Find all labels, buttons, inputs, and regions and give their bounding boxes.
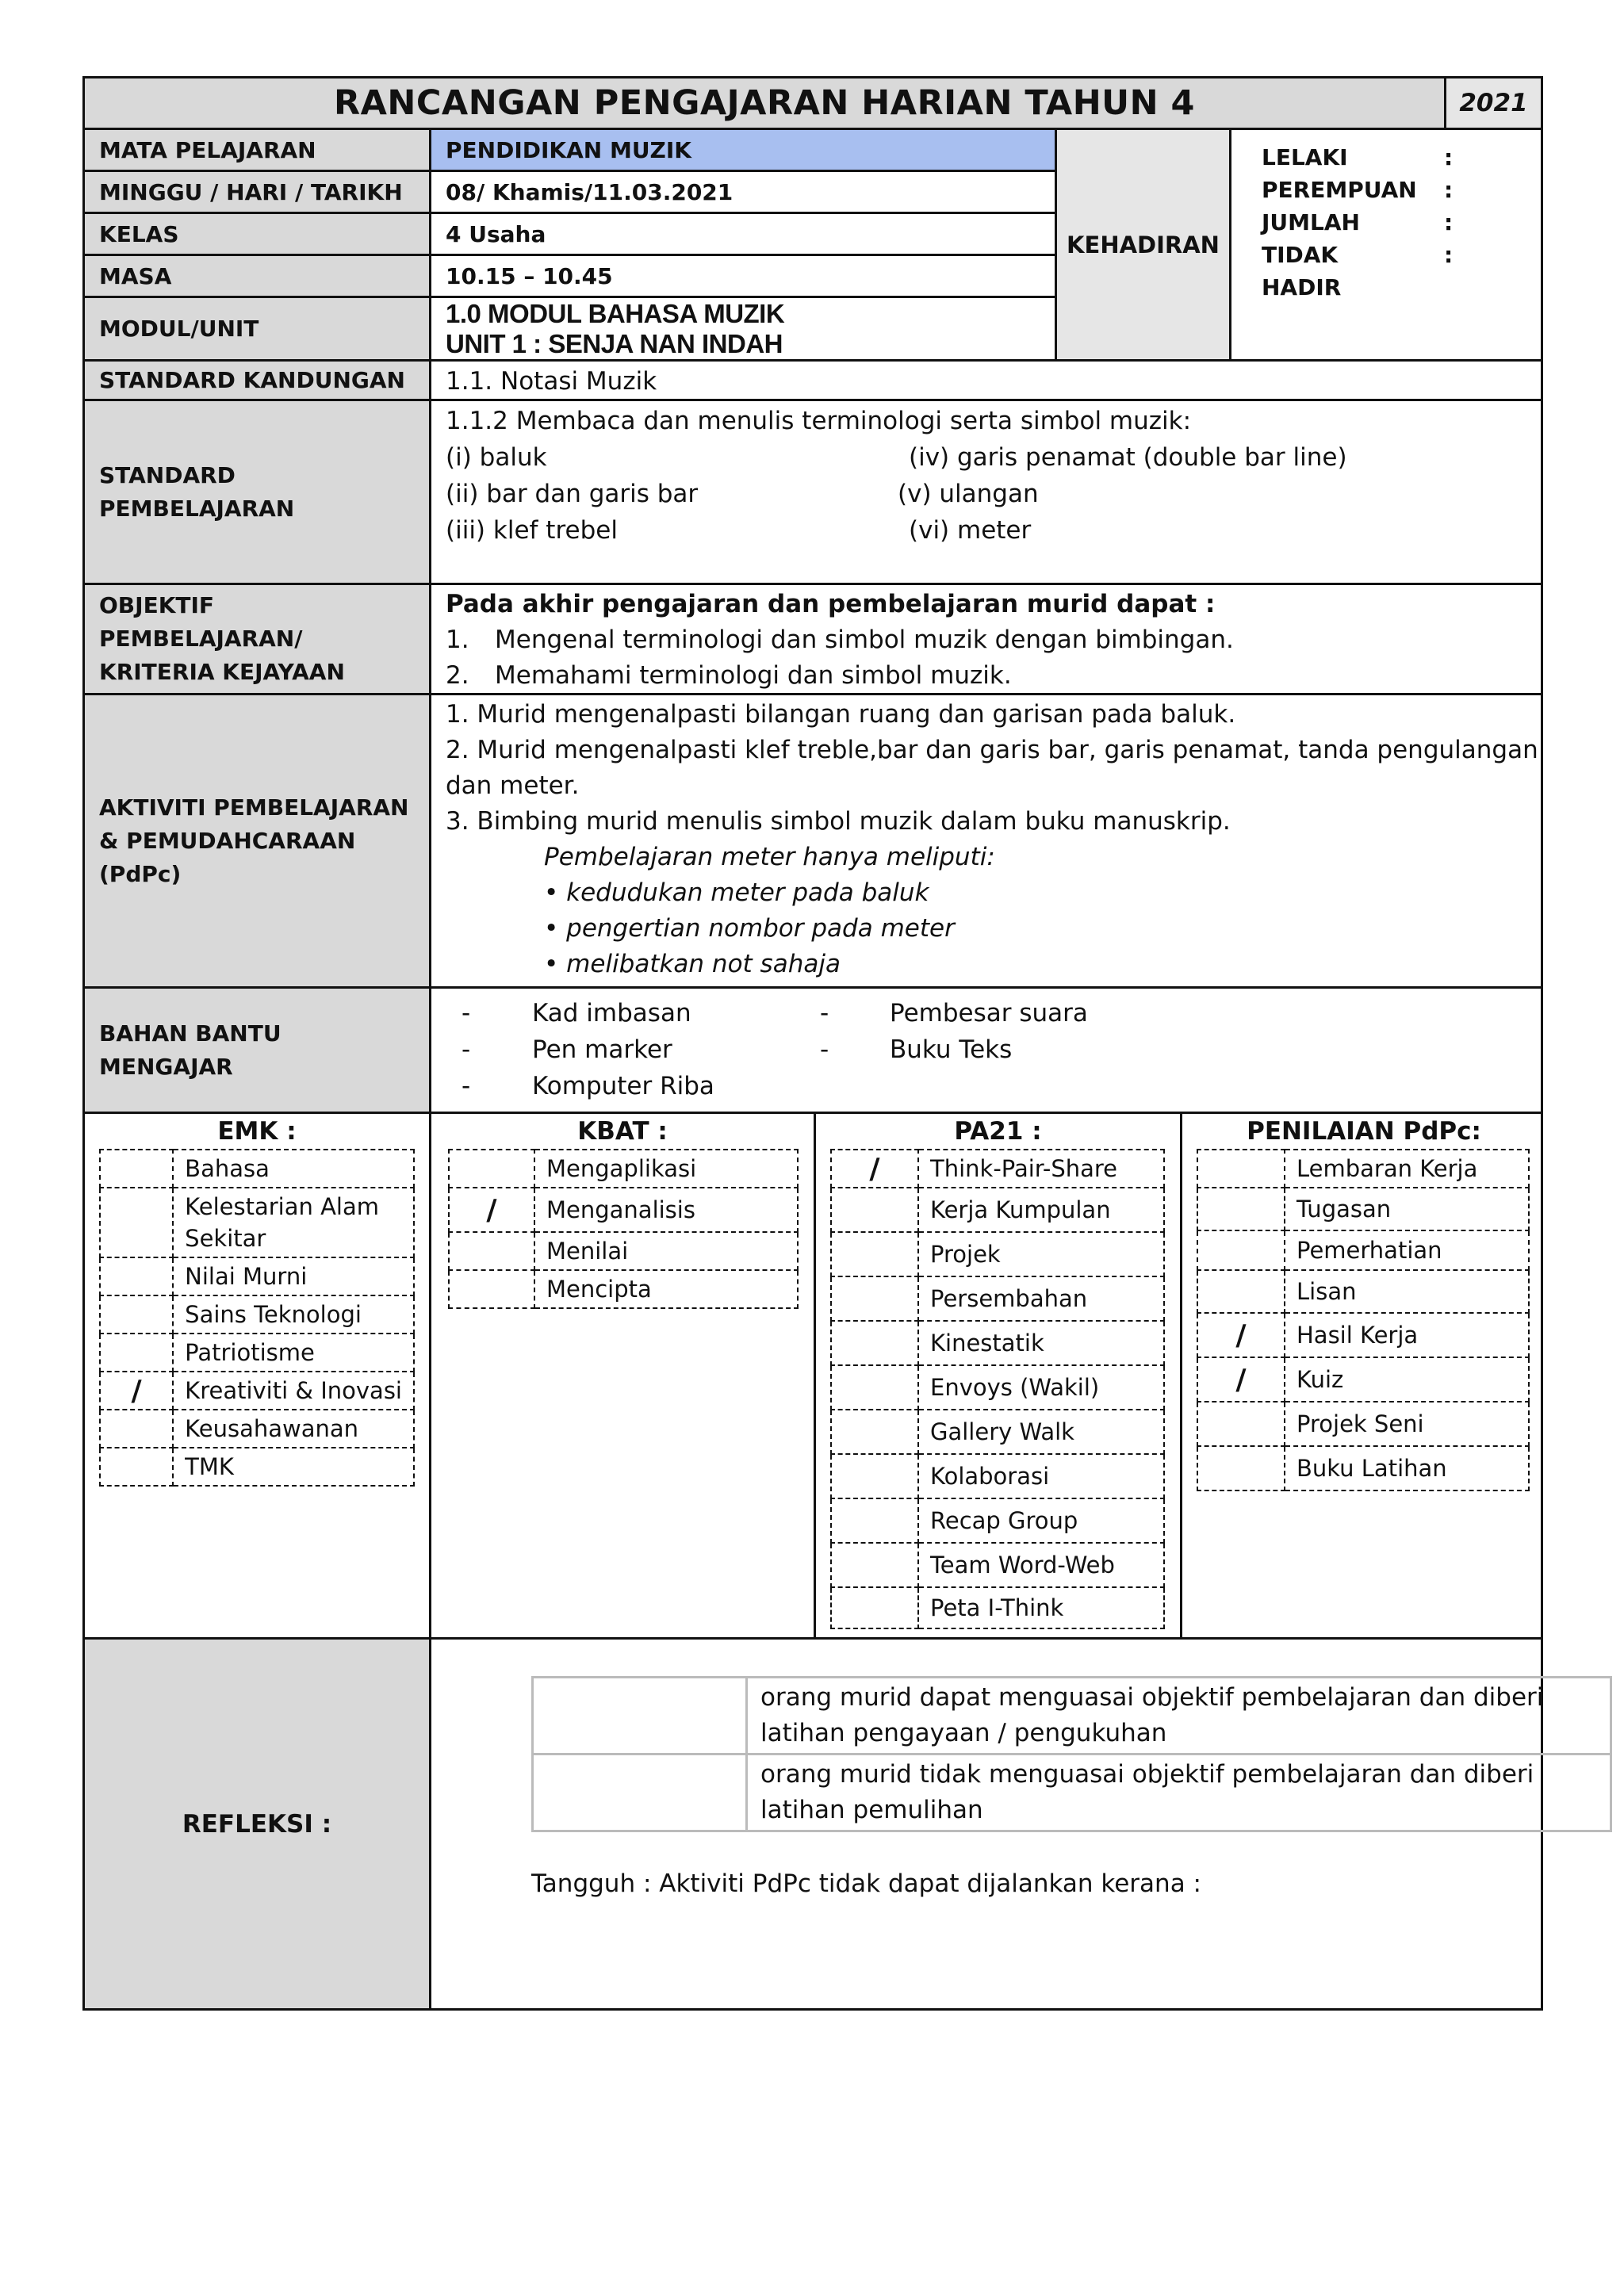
aktiviti-note: • pengertian nombor pada meter xyxy=(544,914,955,943)
emk-row: Patriotisme xyxy=(100,1334,414,1372)
att-lelaki: LELAKI xyxy=(1262,144,1348,170)
penilaian-row: Lembaran Kerja xyxy=(1197,1150,1529,1188)
penilaian-table xyxy=(1197,1149,1530,1491)
objektif-item: 1. Mengenal terminologi dan simbol muzik dengan bimbingan. xyxy=(446,626,1234,654)
objektif-row xyxy=(82,585,1543,695)
sp-intro: 1.1.2 Membaca dan menulis terminologi serta simbol muzik: xyxy=(446,407,1192,435)
kbat-title: KBAT : xyxy=(577,1117,668,1146)
aktiviti-note: • kedudukan meter pada baluk xyxy=(544,878,929,907)
objektif-value xyxy=(431,585,1541,693)
att-perempuan: PEREMPUAN xyxy=(1262,177,1417,203)
tangguh-text: Tangguh : Aktiviti PdPc tidak dapat dijalankan kerana : xyxy=(531,1869,1201,1898)
sp-item: (i) baluk xyxy=(446,443,547,472)
penilaian-row: / Kuiz xyxy=(1197,1357,1529,1402)
standard-kandungan-row xyxy=(82,362,1543,401)
attendance-list: LELAKI : PEREMPUAN : JUMLAH : TIDAK : HADIR xyxy=(1262,144,1454,300)
att-jumlah: JUMLAH xyxy=(1262,209,1360,235)
objektif-intro: Pada akhir pengajaran dan pembelajaran murid dapat : xyxy=(446,590,1216,618)
penilaian-row: Tugasan xyxy=(1197,1188,1529,1230)
aktiviti-line: 3. Bimbing murid menulis simbol muzik dalam buku manuskrip. xyxy=(446,807,1231,836)
refleksi-row: orang murid dapat menguasai objektif pembelajaran dan diberi latihan pengayaan / pengukuhan xyxy=(533,1678,1611,1755)
bahan-item: Komputer Riba xyxy=(532,1072,714,1100)
penilaian-row: / Hasil Kerja xyxy=(1197,1313,1529,1357)
att-hadir: HADIR xyxy=(1262,274,1342,300)
penilaian-title: PENILAIAN PdPc: xyxy=(1247,1117,1481,1146)
aktiviti-row xyxy=(82,695,1543,989)
sp-item: (iii) klef trebel xyxy=(446,516,618,545)
pa21-row: Projek xyxy=(831,1232,1164,1276)
refleksi-section xyxy=(82,1640,1543,2011)
emk-row: TMK xyxy=(100,1448,414,1486)
emk-row: Keusahawanan xyxy=(100,1410,414,1448)
pa21-title: PA21 : xyxy=(954,1117,1042,1146)
modul-value xyxy=(431,298,1057,359)
aktiviti-line: 1. Murid mengenalpasti bilangan ruang dan garisan pada baluk. xyxy=(446,700,1236,729)
form-title: RANCANGAN PENGAJARAN HARIAN TAHUN 4 xyxy=(334,83,1195,123)
aktiviti-label: AKTIVITI PEMBELAJARAN & PEMUDAHCARAAN (PdPc) xyxy=(85,695,431,986)
sp-item: (ii) bar dan garis bar xyxy=(446,480,699,508)
bahan-row xyxy=(82,989,1543,1114)
kbat-row: Menilai xyxy=(449,1232,798,1270)
emk-row: Nilai Murni xyxy=(100,1257,414,1295)
pa21-row: Kolaborasi xyxy=(831,1454,1164,1498)
pa21-row: Kinestatik xyxy=(831,1321,1164,1365)
form-year: 2021 xyxy=(1444,78,1541,128)
standard-pembelajaran-row xyxy=(82,401,1543,585)
class-value: 4 Usaha xyxy=(431,214,1057,254)
checklist-section xyxy=(82,1114,1543,1640)
emk-row: Bahasa xyxy=(100,1150,414,1188)
standard-kandungan-value: 1.1. Notasi Muzik xyxy=(446,367,657,396)
pa21-row: Persembahan xyxy=(831,1276,1164,1321)
aktiviti-value xyxy=(431,695,1541,986)
bahan-label: BAHAN BANTU MENGAJAR xyxy=(85,989,431,1112)
refleksi-count-cell[interactable] xyxy=(533,1678,747,1755)
date-value: 08/ Khamis/11.03.2021 xyxy=(431,172,1057,212)
bahan-item: Kad imbasan xyxy=(532,999,691,1027)
sp-item: (vi) meter xyxy=(909,516,1032,545)
date-label: MINGGU / HARI / TARIKH xyxy=(85,172,431,212)
aktiviti-line: 2. Murid mengenalpasti klef treble,bar dan garis bar, garis penamat, tanda pengulangan xyxy=(446,736,1538,764)
kehadiran-label: KEHADIRAN xyxy=(1057,130,1231,359)
pa21-row: Gallery Walk xyxy=(831,1410,1164,1454)
emk-row: / Kreativiti & Inovasi xyxy=(100,1372,414,1410)
form-header xyxy=(82,76,1543,130)
pa21-table xyxy=(830,1149,1165,1629)
standard-pembelajaran-value xyxy=(431,401,1541,583)
pa21-row: Recap Group xyxy=(831,1498,1164,1543)
kbat-row: Mencipta xyxy=(449,1270,798,1308)
subject-label: MATA PELAJARAN xyxy=(85,130,431,170)
bahan-item: Pen marker xyxy=(532,1035,672,1064)
emk-title: EMK : xyxy=(217,1117,297,1146)
emk-row: Sains Teknologi xyxy=(100,1295,414,1334)
pa21-row: Kerja Kumpulan xyxy=(831,1188,1164,1232)
emk-table xyxy=(99,1149,415,1487)
time-label: MASA xyxy=(85,256,431,296)
sp-item: (iv) garis penamat (double bar line) xyxy=(909,443,1347,472)
subject-value: PENDIDIKAN MUZIK xyxy=(431,130,1057,170)
emk-row: Kelestarian Alam Sekitar xyxy=(100,1188,414,1257)
bahan-item: Buku Teks xyxy=(890,1035,1013,1064)
pa21-row: / Think-Pair-Share xyxy=(831,1150,1164,1188)
modul-line-2: UNIT 1 : SENJA NAN INDAH xyxy=(446,328,783,358)
standard-kandungan-label: STANDARD KANDUNGAN xyxy=(85,362,431,399)
lesson-plan-form xyxy=(82,76,1543,2011)
modul-line-1: 1.0 MODUL BAHASA MUZIK xyxy=(446,298,785,328)
objektif-label: OBJEKTIF PEMBELAJARAN/ KRITERIA KEJAYAAN xyxy=(85,585,431,693)
aktiviti-note-title: Pembelajaran meter hanya meliputi: xyxy=(544,843,995,871)
kbat-row: / Menganalisis xyxy=(449,1188,798,1232)
kbat-table xyxy=(448,1149,799,1309)
kbat-row: Mengaplikasi xyxy=(449,1150,798,1188)
refleksi-table xyxy=(531,1676,1612,1832)
bahan-item: Pembesar suara xyxy=(890,999,1088,1027)
penilaian-row: Lisan xyxy=(1197,1270,1529,1313)
penilaian-row: Pemerhatian xyxy=(1197,1230,1529,1270)
info-block xyxy=(82,130,1543,362)
bahan-value: - Kad imbasan - Pembesar suara - Pen marker - Buku Teks - Komputer Riba xyxy=(431,989,1541,1112)
penilaian-row: Buku Latihan xyxy=(1197,1446,1529,1490)
refleksi-label: REFLEKSI : xyxy=(85,1640,431,2008)
pa21-row: Team Word-Web xyxy=(831,1543,1164,1587)
refleksi-count-cell[interactable] xyxy=(533,1755,747,1831)
standard-pembelajaran-label: STANDARD PEMBELAJARAN xyxy=(85,401,431,583)
time-value: 10.15 – 10.45 xyxy=(431,256,1057,296)
pa21-row: Peta I-Think xyxy=(831,1587,1164,1628)
penilaian-row: Projek Seni xyxy=(1197,1402,1529,1446)
pa21-row: Envoys (Wakil) xyxy=(831,1365,1164,1410)
refleksi-row: orang murid tidak menguasai objektif pembelajaran dan diberi latihan pemulihan xyxy=(533,1755,1611,1831)
class-label: KELAS xyxy=(85,214,431,254)
aktiviti-note: • melibatkan not sahaja xyxy=(544,950,841,978)
att-tidak: TIDAK xyxy=(1262,242,1339,268)
sp-item: (v) ulangan xyxy=(898,480,1039,508)
modul-label: MODUL/UNIT xyxy=(85,298,431,359)
objektif-item: 2. Memahami terminologi dan simbol muzik. xyxy=(446,661,1012,690)
aktiviti-line: dan meter. xyxy=(446,771,580,800)
